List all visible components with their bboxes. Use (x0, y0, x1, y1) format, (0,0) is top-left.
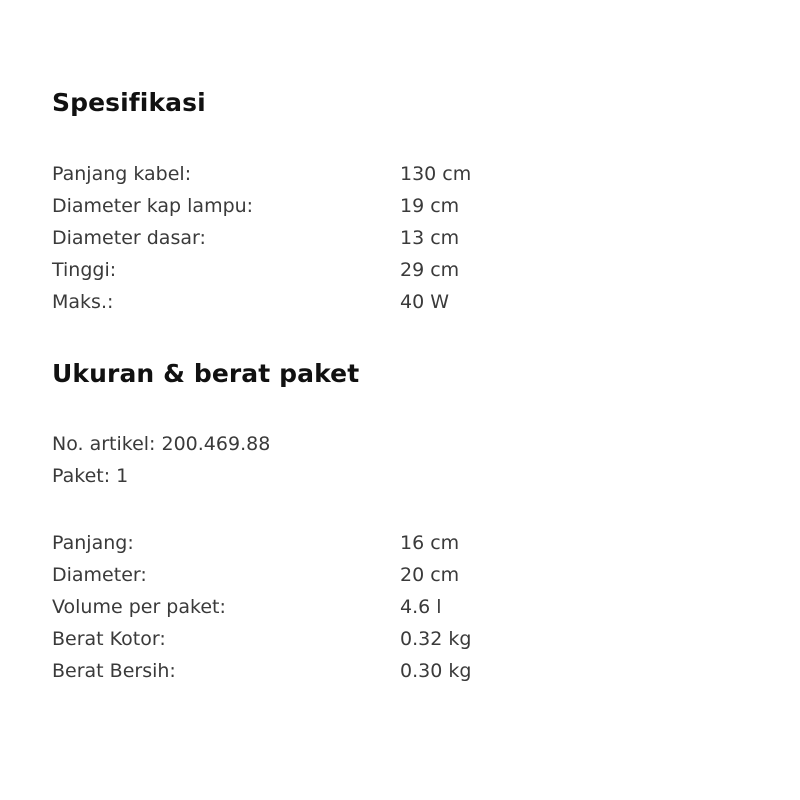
spec-value: 13 cm (400, 227, 460, 249)
package-section-title: Ukuran & berat paket (52, 359, 360, 388)
spec-value: 19 cm (400, 195, 460, 217)
spec-label: Berat Kotor: (52, 628, 166, 650)
article-number: No. artikel: 200.469.88 (52, 433, 271, 455)
spec-row-max-wattage (52, 286, 612, 318)
spec-label: Panjang: (52, 532, 134, 554)
package-row-volume (52, 591, 612, 623)
package-row-gross-weight (52, 623, 612, 655)
spec-label: Tinggi: (52, 259, 117, 281)
spec-row-height (52, 254, 612, 286)
package-row-diameter (52, 559, 612, 591)
spec-row-shade-diameter (52, 190, 612, 222)
package-spec-list (52, 527, 612, 687)
spec-value: 40 W (400, 291, 450, 313)
spec-value: 130 cm (400, 163, 472, 185)
spec-label: Volume per paket: (52, 596, 226, 618)
spec-label: Diameter kap lampu: (52, 195, 254, 217)
spec-value: 29 cm (400, 259, 460, 281)
spec-section-title: Spesifikasi (52, 88, 206, 117)
spec-label: Panjang kabel: (52, 163, 192, 185)
spec-label: Berat Bersih: (52, 660, 176, 682)
spec-row-cable-length (52, 158, 612, 190)
spec-value: 0.30 kg (400, 660, 472, 682)
spec-value: 0.32 kg (400, 628, 472, 650)
spec-label: Diameter dasar: (52, 227, 206, 249)
spec-value: 16 cm (400, 532, 460, 554)
spec-row-base-diameter (52, 222, 612, 254)
package-row-length (52, 527, 612, 559)
spec-list (52, 158, 612, 318)
package-count: Paket: 1 (52, 465, 129, 487)
spec-value: 20 cm (400, 564, 460, 586)
spec-value: 4.6 l (400, 596, 442, 618)
package-row-net-weight (52, 655, 612, 687)
spec-label: Diameter: (52, 564, 147, 586)
spec-label: Maks.: (52, 291, 114, 313)
